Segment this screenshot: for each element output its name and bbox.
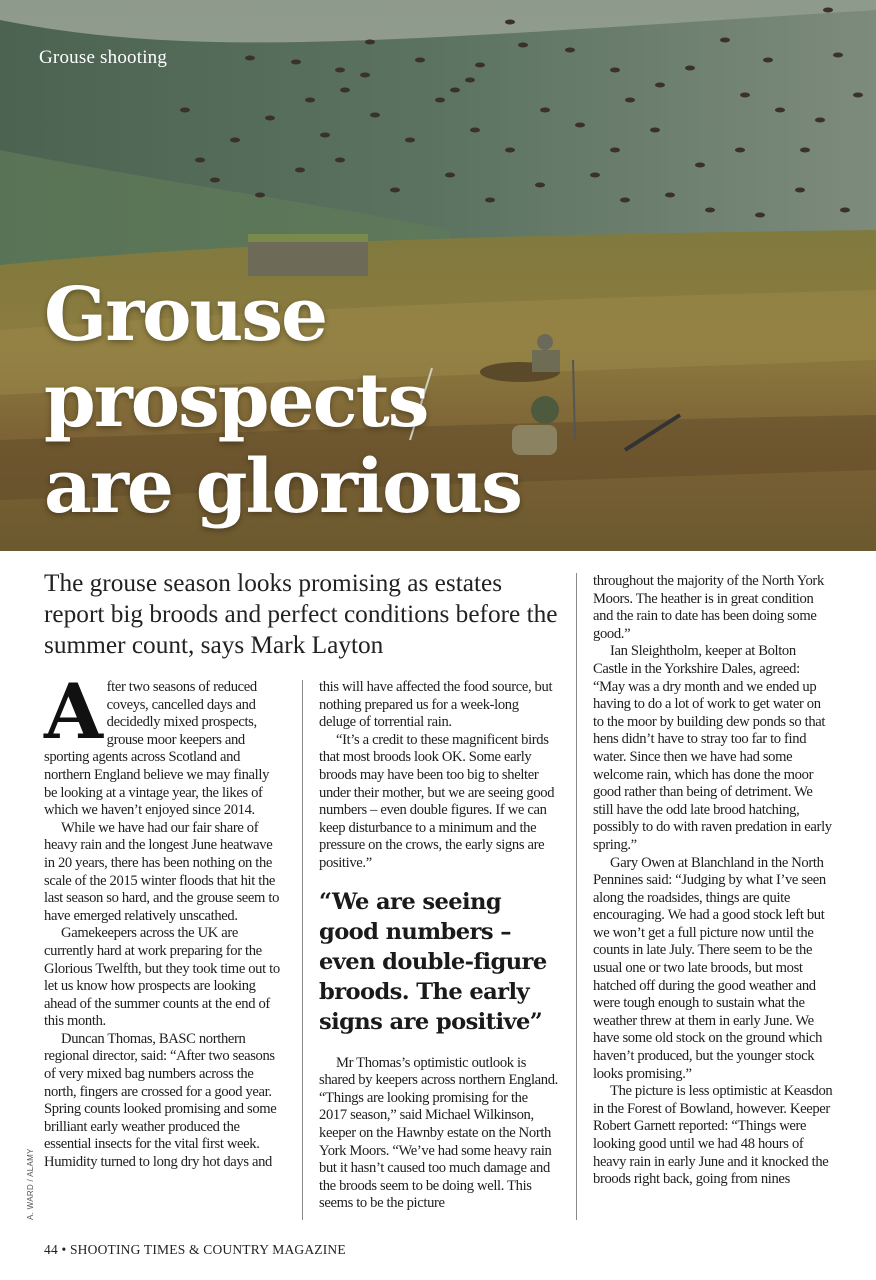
article-column-2 xyxy=(319,679,558,1213)
headline-line-2: prospects xyxy=(44,358,428,444)
pull-quote: “We are seeing good numbers – even double-figure broods. The early signs are positive” xyxy=(319,888,547,1035)
headline-line-1: Grouse xyxy=(44,272,327,358)
paragraph: Duncan Thomas, BASC northern regional director, said: “After two seasons of very mixed bag numbers across the north, fingers are crossed for a good year. Spring counts looked promising and some brilliant early weather produced the essential insects for the vital first week. Humidity turned to long dry hot days and xyxy=(44,1030,277,1171)
headline xyxy=(44,272,521,530)
article-column-3 xyxy=(593,573,833,1189)
column-rule xyxy=(576,573,577,1220)
hero-photo xyxy=(0,0,876,551)
standfirst: The grouse season looks promising as estates report big broods and perfect conditions before the summer count, says Mark Layton xyxy=(44,569,558,659)
paragraph: this will have affected the food source, but nothing prepared us for a week-long deluge of torrential rain. xyxy=(319,679,553,731)
paragraph: fter two seasons of reduced coveys, cancelled days and decidedly mixed prospects, grouse moor keepers and sporting agents across Scotland and northern England believe we may finally be looking at a vintage year, the likes of which we haven’t enjoyed since 2014. xyxy=(44,679,270,819)
paragraph: While we have had our fair share of heavy rain and the longest June heatwave in 20 years, there has been nothing on the scale of the 2015 winter floods that hit the last season so hard, and the grouse seem to have emerged relatively unscathed. xyxy=(44,819,280,924)
paragraph: The picture is less optimistic at Keasdon in the Forest of Bowland, however. Keeper Robert Garnett reported: “Things were looking good until we had 48 hours of heavy rain in early June and it knocked the broods right back, going from nines xyxy=(593,1083,833,1188)
photo-credit: A. WARD / ALAMY xyxy=(26,1148,35,1220)
headline-line-3: are glorious xyxy=(44,444,521,530)
paragraph: Mr Thomas’s optimistic outlook is shared by keepers across northern England. “Things are looking promising for the 2017 season,” said Michael Wilkinson, keeper on the Hawnby estate on the North York Moors. “We’ve had some heavy rain but it hasn’t caused too much damage and the broods seem to be doing well. This seems to be the picture xyxy=(319,1054,558,1212)
page-folio: 44 • SHOOTING TIMES & COUNTRY MAGAZINE xyxy=(44,1242,346,1257)
paragraph: “It’s a credit to these magnificent birds that most broods look OK. Some early broods may have been too big to shelter under their mother, but we are seeing good numbers – even double figures. If we can keep disturbance to a minimum and the pressure on the crows, the early signs are positive.” xyxy=(319,731,555,871)
article-column-1 xyxy=(44,667,285,1172)
paragraph: Gamekeepers across the UK are currently hard at work preparing for the Glorious Twelfth, but they took time out to let us know how prospects are looking ahead of the summer counts at the end of this month. xyxy=(44,925,280,1030)
paragraph: throughout the majority of the North York Moors. The heather is in great condition and the rain to date has been doing some good.” xyxy=(593,573,824,642)
drop-cap: A xyxy=(44,667,103,756)
paragraph: Ian Sleightholm, keeper at Bolton Castle in the Yorkshire Dales, agreed: “May was a dry month and we ended up having to do a lot of work to get water on to the moor by building dew ponds so that hens didn’t have to stray too far to find water. Since then we have had some welcome rain, which has done the moor good rather than being of detriment. We still have the odd late brood hatching, possibly to do with raven predation in early spring.” xyxy=(593,643,832,853)
paragraph: Gary Owen at Blanchland in the North Pennines said: “Judging by what I’ve seen along the roadsides, things are quite encouraging. We had a good stock left but we won’t get a full picture now until the counts in late July. There seem to be the usual one or two late broods, but most hatched off during the good weather and were tough enough to sustain what the weather threw at them in early June. We have some old stock on the ground which haven’t produced, but the younger stock looks promising.” xyxy=(593,854,826,1082)
column-rule xyxy=(302,680,303,1220)
section-label: Grouse shooting xyxy=(39,47,168,68)
